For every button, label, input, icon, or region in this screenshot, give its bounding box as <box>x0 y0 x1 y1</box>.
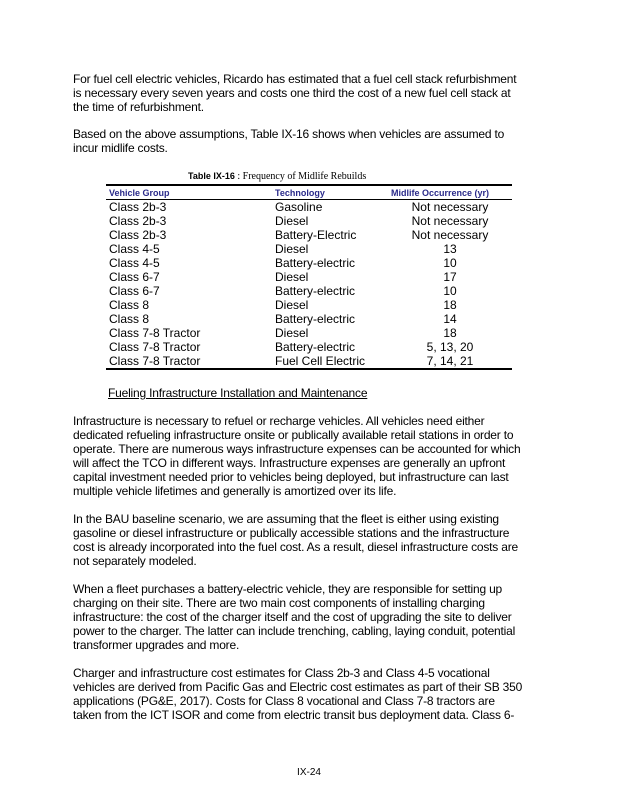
table-row <box>106 256 512 270</box>
text-line: Charger and infrastructure cost estimates for Class 2b-3 and Class 4-5 vocational <box>73 666 490 680</box>
occurrence-cell: 10 <box>443 284 457 298</box>
vehicle-group-cell: Class 7-8 Tractor <box>106 354 272 369</box>
table-row <box>106 242 512 256</box>
text-line: charging on their site. There are two main cost components of installing charging <box>73 596 485 610</box>
vehicle-group-cell: Class 6-7 <box>109 270 160 284</box>
text-line: gasoline or diesel infrastructure or publically accessible stations and the infrastructure <box>73 526 510 540</box>
table-row <box>106 214 512 228</box>
paragraph-bau <box>73 512 518 568</box>
table-row <box>106 354 512 369</box>
table-row <box>106 340 512 354</box>
text-line: taken from the ICT ISOR and come from electric transit bus deployment data. Class 6- <box>73 708 515 722</box>
occurrence-cell: Not necessary <box>411 228 489 242</box>
table-row <box>106 200 512 215</box>
technology-cell: Diesel <box>275 298 309 312</box>
occurrence-cell: 13 <box>443 242 457 256</box>
technology-cell: Diesel <box>275 242 309 256</box>
table-row <box>106 312 512 326</box>
text-line: the time of refurbishment. <box>73 100 204 114</box>
occurrence-cell: 14 <box>443 312 457 326</box>
table-caption <box>188 171 366 182</box>
text-line: Infrastructure is necessary to refuel or recharge vehicles. All vehicles need either <box>73 414 485 428</box>
technology-cell: Battery-electric <box>275 284 356 298</box>
section-heading: Fueling Infrastructure Installation and Maintenance <box>108 386 368 400</box>
technology-cell: Diesel <box>275 326 309 340</box>
header-midlife-occurrence: Midlife Occurrence (yr) <box>388 185 512 200</box>
paragraph-infrastructure <box>73 414 520 498</box>
vehicle-group-cell: Class 2b-3 <box>109 214 167 228</box>
text-line: applications (PG&E, 2017). Costs for Class 8 vocational and Class 7-8 tractors are <box>73 694 495 708</box>
table-row <box>106 270 512 284</box>
header-technology: Technology <box>272 185 388 200</box>
vehicle-group-cell: Class 2b-3 <box>109 228 167 242</box>
occurrence-cell: 18 <box>443 326 457 340</box>
vehicle-group-cell: Class 7-8 Tractor <box>109 326 201 340</box>
technology-cell: Gasoline <box>275 200 323 214</box>
occurrence-cell: Not necessary <box>411 200 489 214</box>
table-caption-label: Table IX-16 <box>188 171 235 181</box>
paragraph-assumptions <box>73 127 504 155</box>
paragraph-charger-costs <box>73 666 522 722</box>
technology-cell: Battery-Electric <box>275 228 357 242</box>
vehicle-group-cell: Class 8 <box>109 312 150 326</box>
text-line: multiple vehicle lifetimes and generally is amortized over its life. <box>73 484 397 498</box>
text-line: operate. There are numerous ways infrastructure expenses can be accounted for which <box>73 442 521 456</box>
text-line: infrastructure: the cost of the charger itself and the cost of upgrading the site to deliver <box>73 610 512 624</box>
technology-cell: Diesel <box>275 214 309 228</box>
text-line: not separately modeled. <box>73 554 197 568</box>
table-row <box>106 326 512 340</box>
table-row <box>106 298 512 312</box>
text-line: dedicated refueling infrastructure onsite or publically available retail stations in order to <box>73 428 514 442</box>
text-line: transformer upgrades and more. <box>73 638 240 652</box>
table-row <box>106 284 512 298</box>
technology-cell: Battery-electric <box>275 256 356 270</box>
text-line: vehicles are derived from Pacific Gas and Electric cost estimates as part of their SB 350 <box>73 680 523 694</box>
page-number: IX-24 <box>297 767 321 778</box>
vehicle-group-cell: Class 7-8 Tractor <box>109 340 201 354</box>
table-caption-text: : Frequency of Midlife Rebuilds <box>237 171 367 182</box>
text-line: Based on the above assumptions, Table IX-16 shows when vehicles are assumed to <box>73 127 505 141</box>
text-line: When a fleet purchases a battery-electric vehicle, they are responsible for setting up <box>73 582 503 596</box>
occurrence-cell: 5, 13, 20 <box>426 340 474 354</box>
occurrence-cell: Not necessary <box>411 214 489 228</box>
text-line: will affect the TCO in different ways. Infrastructure expenses are generally an upfront <box>73 456 506 470</box>
text-line: For fuel cell electric vehicles, Ricardo has estimated that a fuel cell stack refurbishment <box>73 72 517 86</box>
vehicle-group-cell: Class 2b-3 <box>109 200 167 214</box>
technology-cell: Battery-electric <box>275 312 356 326</box>
technology-cell: Diesel <box>275 270 309 284</box>
header-vehicle-group: Vehicle Group <box>106 185 272 200</box>
text-line: power to the charger. The latter can include trenching, cabling, laying conduit, potential <box>73 624 516 638</box>
paragraph-fuel-cell <box>73 72 516 114</box>
text-line: incur midlife costs. <box>73 141 168 155</box>
table-header-row <box>106 185 512 200</box>
text-line: capital investment needed prior to vehicles being deployed, but infrastructure can last <box>73 470 509 484</box>
paragraph-battery-electric <box>73 582 515 652</box>
occurrence-cell: 18 <box>443 298 457 312</box>
vehicle-group-cell: Class 6-7 <box>109 284 160 298</box>
occurrence-cell: 7, 14, 21 <box>388 354 512 369</box>
text-line: In the BAU baseline scenario, we are assuming that the fleet is either using existing <box>73 512 499 526</box>
table-row <box>106 228 512 242</box>
midlife-rebuilds-table <box>106 184 512 370</box>
vehicle-group-cell: Class 4-5 <box>109 242 160 256</box>
technology-cell: Battery-electric <box>275 340 356 354</box>
vehicle-group-cell: Class 8 <box>109 298 150 312</box>
text-line: cost is already incorporated into the fuel cost. As a result, diesel infrastructure costs are <box>73 540 518 554</box>
vehicle-group-cell: Class 4-5 <box>109 256 160 270</box>
technology-cell: Fuel Cell Electric <box>272 354 388 369</box>
occurrence-cell: 10 <box>443 256 457 270</box>
occurrence-cell: 17 <box>443 270 457 284</box>
text-line: is necessary every seven years and costs one third the cost of a new fuel cell stack at <box>73 86 511 100</box>
